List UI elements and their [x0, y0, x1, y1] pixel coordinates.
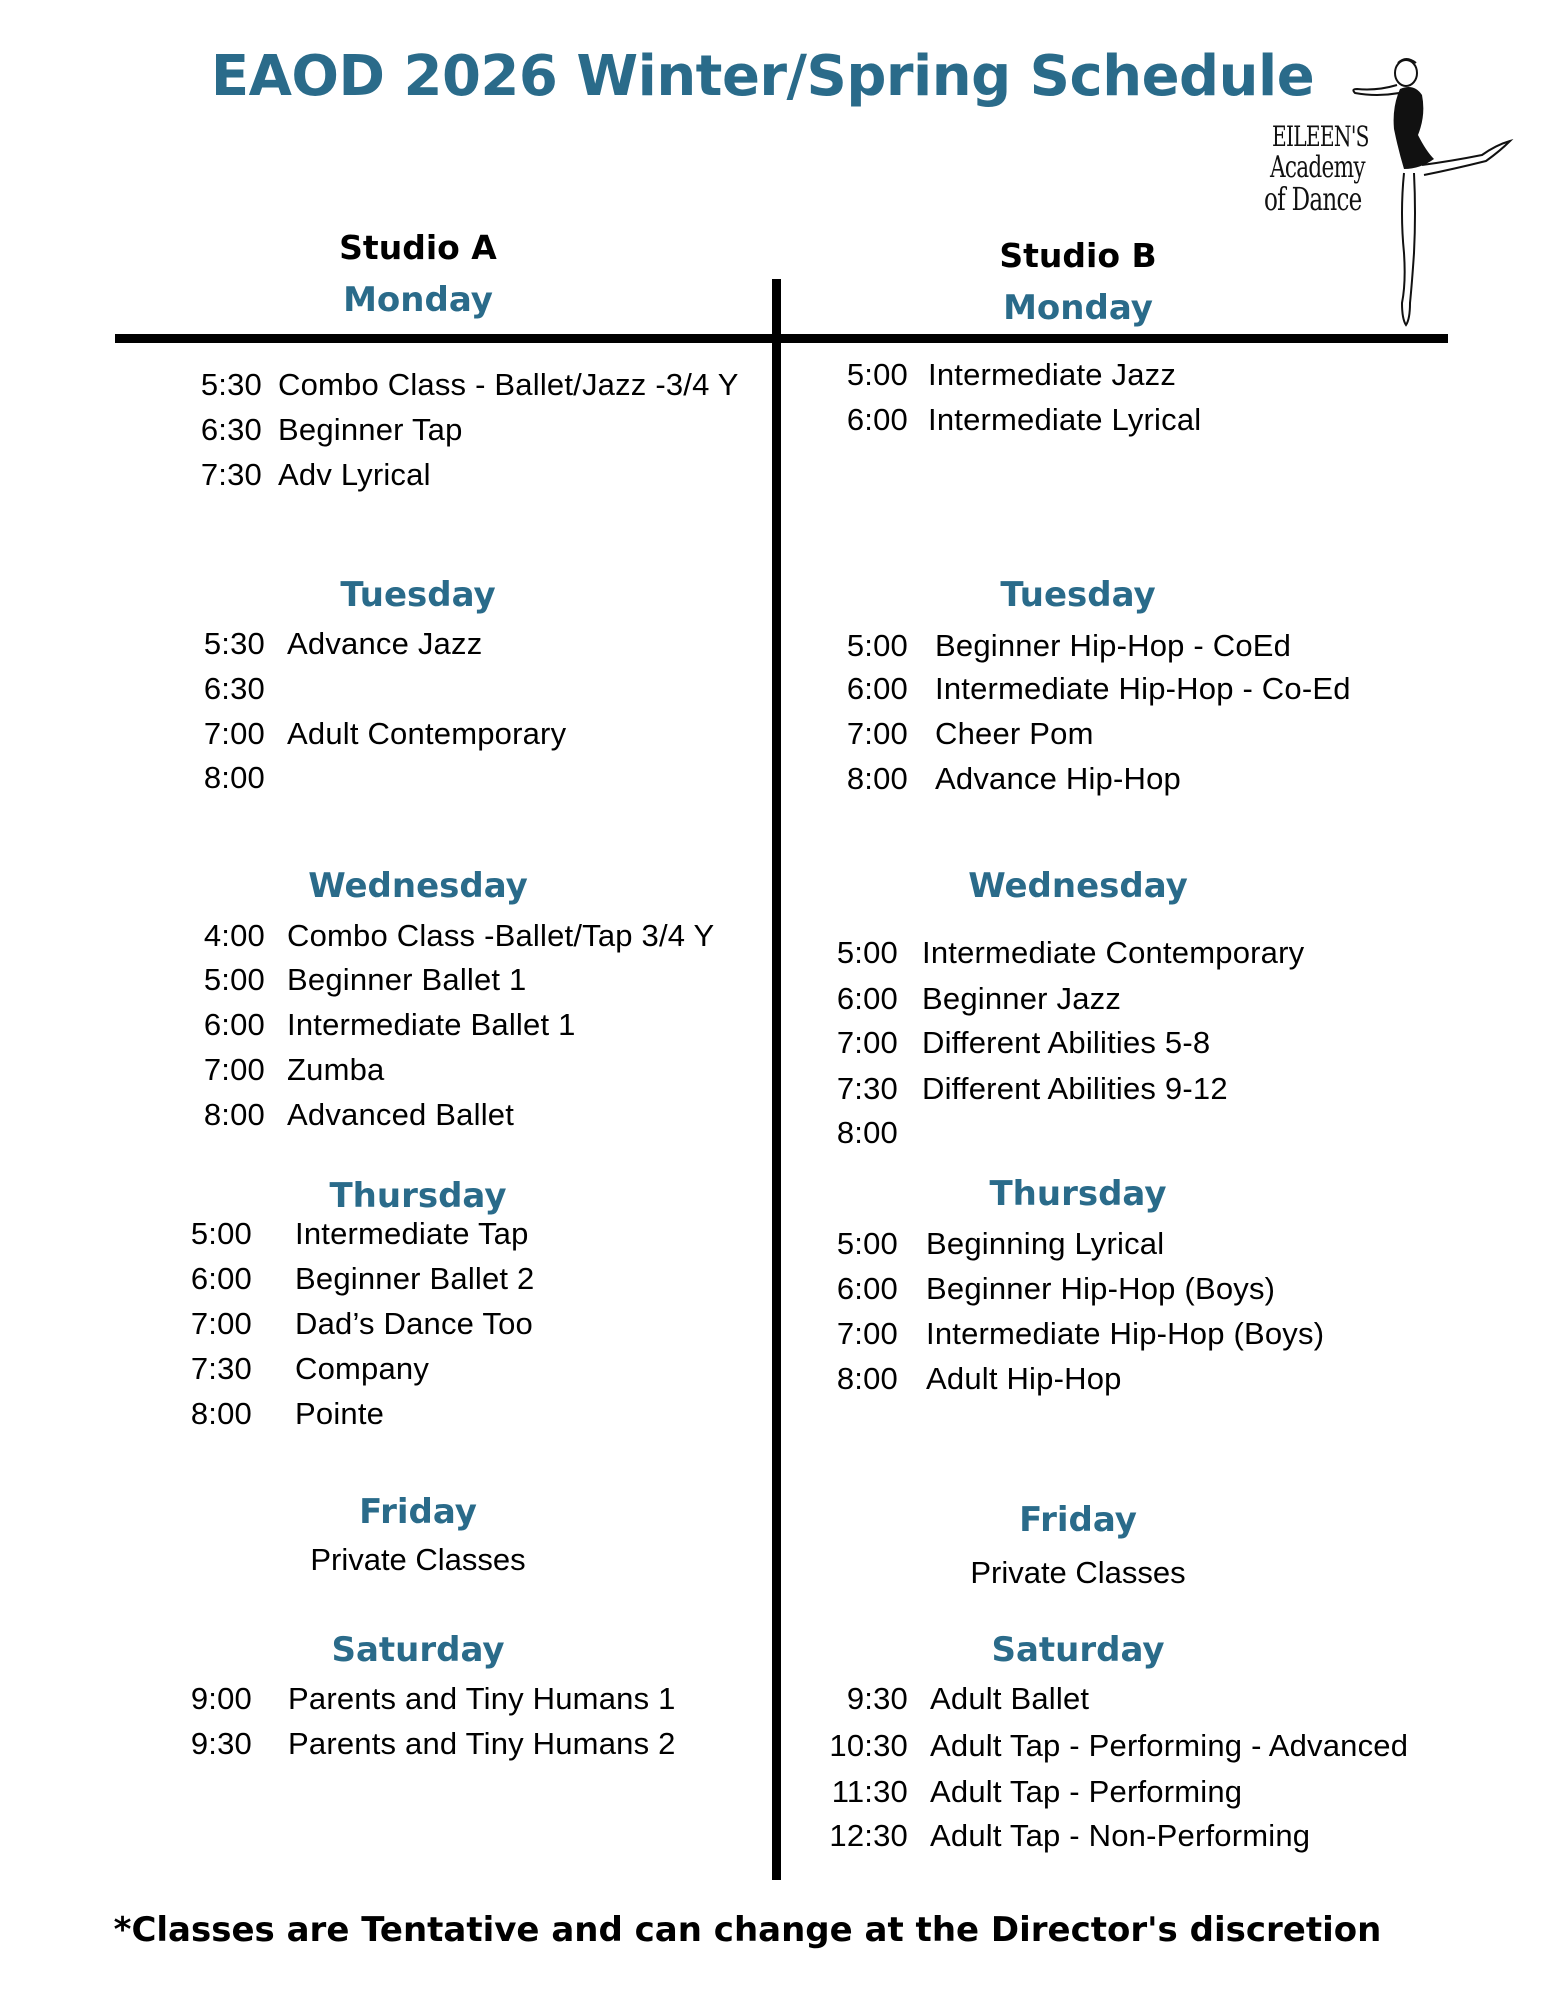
class-name: Beginning Lyrical [926, 1226, 1165, 1261]
class-name: Advance Hip-Hop [935, 761, 1181, 796]
class-name: Beginner Tap [278, 412, 463, 447]
class-name: Parents and Tiny Humans 1 [288, 1681, 676, 1716]
class-name: Combo Class - Ballet/Jazz -3/4 Y [278, 367, 739, 402]
class-time: 8:00 [203, 1097, 265, 1132]
studio-b-saturday-heading: Saturday [991, 1630, 1165, 1670]
class-name: Cheer Pom [935, 716, 1094, 751]
studio-a-saturday-heading: Saturday [331, 1630, 505, 1670]
class-name: Beginner Jazz [922, 981, 1122, 1016]
page-title: EAOD 2026 Winter/Spring Schedule [210, 44, 1315, 109]
class-time: 7:00 [190, 1306, 252, 1341]
studio-b-tuesday-heading: Tuesday [1000, 575, 1156, 615]
class-name: Intermediate Contemporary [922, 935, 1305, 970]
class-time: 4:00 [203, 918, 265, 953]
studio-a-friday-heading: Friday [359, 1492, 477, 1532]
class-time: 7:30 [836, 1071, 898, 1106]
class-time: 6:00 [846, 402, 908, 437]
logo-line-2: Academy [1270, 150, 1365, 185]
studio-b-monday-heading: Monday [1003, 288, 1153, 328]
class-time: 11:30 [831, 1774, 908, 1809]
class-name: Intermediate Lyrical [928, 402, 1202, 437]
class-time: 7:30 [200, 457, 262, 492]
class-time: 9:30 [846, 1681, 908, 1716]
class-time: 6:30 [200, 412, 262, 447]
studio-a-wednesday-heading: Wednesday [308, 866, 528, 906]
class-time: 9:30 [190, 1726, 252, 1761]
class-time: 7:00 [846, 716, 908, 751]
class-time: 5:00 [190, 1216, 252, 1251]
class-time: 8:00 [846, 761, 908, 796]
studio-a-monday-heading: Monday [343, 280, 493, 320]
class-time: 7:00 [836, 1025, 898, 1060]
class-name: Beginner Hip-Hop - CoEd [935, 628, 1292, 663]
disclaimer-note: *Classes are Tentative and can change at the Director's discretion [113, 1910, 1382, 1950]
class-time: 7:00 [203, 716, 265, 751]
logo-line-1: EILEEN'S [1272, 120, 1369, 153]
class-time: 7:00 [836, 1316, 898, 1351]
class-name: Adult Tap - Performing [930, 1774, 1243, 1809]
class-time: 5:00 [203, 962, 265, 997]
studio-b-heading: Studio B [999, 236, 1157, 275]
studio-b-friday-note: Private Classes [970, 1555, 1186, 1590]
class-name: Zumba [287, 1052, 385, 1087]
studio-b-friday-heading: Friday [1019, 1500, 1137, 1540]
class-time: 6:00 [203, 1007, 265, 1042]
logo-line-3: of Dance [1264, 180, 1362, 218]
class-time: 5:00 [846, 628, 908, 663]
class-time: 6:00 [190, 1261, 252, 1296]
class-name: Adult Contemporary [287, 716, 567, 751]
class-time: 10:30 [829, 1728, 908, 1763]
class-time: 6:00 [836, 1271, 898, 1306]
class-name: Beginner Ballet 1 [287, 962, 527, 997]
class-time: 9:00 [190, 1681, 252, 1716]
class-time: 6:00 [846, 671, 908, 706]
class-time: 7:30 [190, 1351, 252, 1386]
class-name: Dad’s Dance Too [295, 1306, 533, 1341]
class-name: Advanced Ballet [287, 1097, 515, 1132]
class-name: Adv Lyrical [278, 457, 431, 492]
class-name: Beginner Hip-Hop (Boys) [926, 1271, 1276, 1306]
academy-logo [1262, 55, 1522, 335]
class-time: 5:00 [836, 935, 898, 970]
class-name: Adult Hip-Hop [926, 1361, 1122, 1396]
class-name: Intermediate Ballet 1 [287, 1007, 576, 1042]
class-time: 12:30 [829, 1818, 908, 1853]
class-name: Beginner Ballet 2 [295, 1261, 535, 1296]
class-time: 7:00 [203, 1052, 265, 1087]
class-time: 5:30 [200, 367, 262, 402]
class-name: Intermediate Tap [295, 1216, 529, 1251]
vertical-divider [772, 279, 781, 1880]
studio-b-wednesday-heading: Wednesday [968, 866, 1188, 906]
studio-b-thursday-heading: Thursday [989, 1174, 1167, 1214]
class-time: 8:00 [190, 1396, 252, 1431]
studio-a-thursday-heading: Thursday [329, 1176, 507, 1216]
class-name: Pointe [295, 1396, 385, 1431]
class-name: Different Abilities 9-12 [922, 1071, 1228, 1106]
class-time: 8:00 [836, 1361, 898, 1396]
studio-a-friday-note: Private Classes [310, 1542, 526, 1577]
class-name: Company [295, 1351, 430, 1386]
class-name: Adult Tap - Performing - Advanced [930, 1728, 1409, 1763]
class-time: 5:00 [846, 357, 908, 392]
class-time: 5:30 [203, 626, 265, 661]
studio-a-tuesday-heading: Tuesday [340, 575, 496, 615]
class-name: Intermediate Hip-Hop - Co-Ed [935, 671, 1351, 706]
class-time: 5:00 [836, 1226, 898, 1261]
class-name: Parents and Tiny Humans 2 [288, 1726, 676, 1761]
class-time: 8:00 [203, 760, 265, 795]
studio-a-heading: Studio A [339, 228, 497, 267]
class-name: Intermediate Jazz [928, 357, 1177, 392]
class-name: Combo Class -Ballet/Tap 3/4 Y [287, 918, 715, 953]
class-time: 6:00 [836, 981, 898, 1016]
class-name: Adult Tap - Non-Performing [930, 1818, 1311, 1853]
class-name: Different Abilities 5-8 [922, 1025, 1211, 1060]
class-time: 6:30 [203, 671, 265, 706]
class-time: 8:00 [836, 1115, 898, 1150]
class-name: Intermediate Hip-Hop (Boys) [926, 1316, 1325, 1351]
horizontal-divider [115, 334, 1448, 343]
class-name: Advance Jazz [287, 626, 483, 661]
class-name: Adult Ballet [930, 1681, 1090, 1716]
